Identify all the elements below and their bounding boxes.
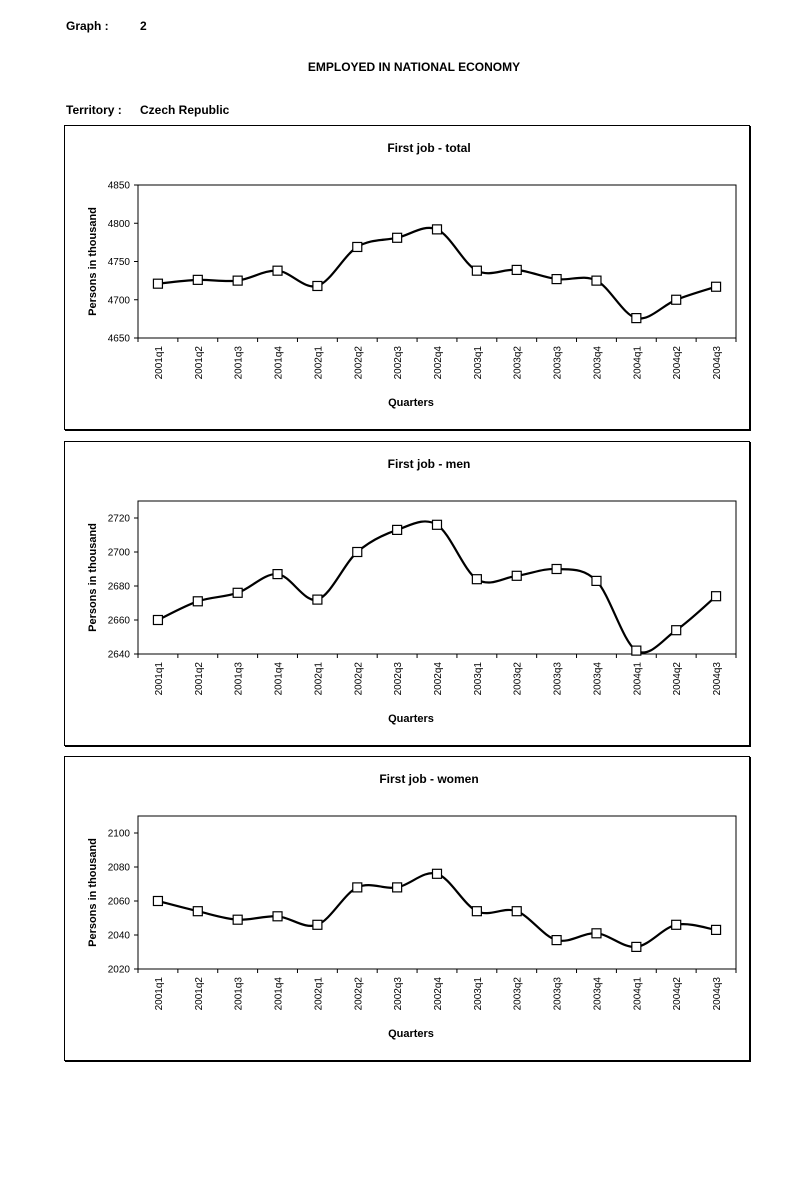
chart-men xyxy=(65,442,749,745)
x-tick-label: 2001q2 xyxy=(193,977,205,1011)
x-axis-label: Quarters xyxy=(388,1028,434,1040)
data-point xyxy=(313,920,322,929)
data-point xyxy=(712,592,721,601)
x-tick-label: 2001q1 xyxy=(153,662,165,696)
graph-label: Graph : xyxy=(66,19,109,33)
x-tick-label: 2001q1 xyxy=(153,346,165,380)
y-tick-label: 4700 xyxy=(107,295,130,307)
y-tick-label: 4750 xyxy=(107,257,130,268)
data-point xyxy=(632,942,641,951)
x-tick-label: 2001q3 xyxy=(233,346,245,380)
chart-panel-total xyxy=(64,125,750,430)
y-tick-label: 2060 xyxy=(107,896,130,908)
x-tick-label: 2003q3 xyxy=(552,977,564,1011)
y-tick-label: 2720 xyxy=(107,513,130,525)
data-point xyxy=(273,912,282,921)
x-tick-label: 2004q3 xyxy=(712,346,724,380)
chart-title: First job - total xyxy=(387,141,471,155)
data-point xyxy=(313,281,322,290)
y-tick-label: 2080 xyxy=(107,862,130,874)
x-tick-label: 2003q3 xyxy=(552,662,564,696)
data-point xyxy=(193,597,202,606)
page-title: EMPLOYED IN NATIONAL ECONOMY xyxy=(307,60,521,74)
data-point xyxy=(552,936,561,945)
data-point xyxy=(552,565,561,574)
data-point xyxy=(233,276,242,285)
x-tick-label: 2002q4 xyxy=(433,977,444,1011)
x-tick-label: 2002q3 xyxy=(393,662,405,696)
x-tick-label: 2003q1 xyxy=(472,346,484,380)
y-tick-label: 2020 xyxy=(107,964,130,976)
x-tick-label: 2002q1 xyxy=(313,346,325,380)
y-tick-label: 4800 xyxy=(107,218,130,230)
x-tick-label: 2004q2 xyxy=(672,346,684,380)
data-point xyxy=(353,883,362,892)
data-point xyxy=(672,626,681,635)
y-tick-label: 4650 xyxy=(107,333,130,345)
y-tick-label: 2100 xyxy=(107,828,130,840)
x-tick-label: 2002q1 xyxy=(313,977,325,1011)
x-axis-label: Quarters xyxy=(388,397,434,409)
chart-title: First job - women xyxy=(379,772,479,786)
x-tick-label: 2001q3 xyxy=(233,662,245,696)
x-tick-label: 2002q3 xyxy=(393,346,405,380)
data-point xyxy=(552,275,561,284)
x-tick-label: 2002q2 xyxy=(353,977,365,1011)
territory-label: Territory : xyxy=(66,103,122,117)
data-point xyxy=(153,897,162,906)
data-point xyxy=(273,570,282,579)
x-tick-label: 2003q1 xyxy=(472,977,484,1011)
data-point xyxy=(153,279,162,288)
x-tick-label: 2001q2 xyxy=(193,662,205,696)
x-tick-label: 2001q4 xyxy=(273,977,285,1011)
x-tick-label: 2004q2 xyxy=(672,662,684,696)
x-tick-label: 2002q2 xyxy=(353,346,365,380)
data-point xyxy=(433,225,442,234)
x-tick-label: 2002q2 xyxy=(353,662,365,696)
x-tick-label: 2002q3 xyxy=(393,977,405,1011)
chart-panel-men xyxy=(64,441,750,746)
x-tick-label: 2003q4 xyxy=(592,977,604,1011)
data-point xyxy=(512,265,521,274)
data-point xyxy=(393,883,402,892)
x-tick-label: 2003q2 xyxy=(512,346,524,380)
data-point xyxy=(233,588,242,597)
data-point xyxy=(353,548,362,557)
x-tick-label: 2004q3 xyxy=(712,977,724,1011)
y-axis-label: Persons in thousand xyxy=(87,838,99,947)
x-tick-label: 2004q1 xyxy=(632,977,644,1011)
x-tick-label: 2004q3 xyxy=(712,662,724,696)
data-point xyxy=(472,266,481,275)
x-axis-label: Quarters xyxy=(388,713,434,725)
data-point xyxy=(433,520,442,529)
x-tick-label: 2003q3 xyxy=(552,345,564,380)
plot-area xyxy=(138,816,736,969)
data-point xyxy=(153,616,162,625)
x-tick-label: 2004q2 xyxy=(672,977,684,1011)
graph-number: 2 xyxy=(140,19,147,33)
x-tick-label: 2001q4 xyxy=(273,662,285,696)
data-point xyxy=(193,907,202,916)
x-tick-label: 2004q1 xyxy=(632,346,644,380)
chart-panel-women xyxy=(64,756,750,1061)
data-point xyxy=(393,525,402,534)
y-tick-label: 4850 xyxy=(107,180,130,192)
data-point xyxy=(433,869,442,878)
data-point xyxy=(512,907,521,916)
series-line xyxy=(158,228,716,319)
y-tick-label: 2680 xyxy=(107,581,130,593)
y-tick-label: 2660 xyxy=(107,615,130,627)
x-tick-label: 2001q2 xyxy=(193,346,205,380)
chart-women xyxy=(65,757,749,1060)
data-point xyxy=(193,275,202,284)
x-tick-label: 2002q4 xyxy=(433,662,444,696)
x-tick-label: 2004q1 xyxy=(632,662,644,696)
series-line xyxy=(158,873,716,947)
data-point xyxy=(712,925,721,934)
plot-area xyxy=(138,185,736,338)
x-tick-label: 2003q1 xyxy=(472,662,484,696)
x-tick-label: 2003q4 xyxy=(592,346,604,380)
chart-title: First job - men xyxy=(387,457,471,471)
y-tick-label: 2040 xyxy=(107,930,130,942)
data-point xyxy=(512,571,521,580)
x-tick-label: 2001q1 xyxy=(153,977,165,1011)
data-point xyxy=(592,929,601,938)
data-point xyxy=(353,242,362,251)
data-point xyxy=(632,646,641,655)
data-point xyxy=(592,576,601,585)
data-point xyxy=(233,915,242,924)
data-point xyxy=(313,595,322,604)
data-point xyxy=(393,233,402,242)
series-line xyxy=(158,521,716,652)
y-axis-label: Persons in thousand xyxy=(87,523,99,632)
territory-value: Czech Republic xyxy=(140,103,230,117)
chart-total xyxy=(65,126,749,429)
x-tick-label: 2003q4 xyxy=(592,662,604,696)
data-point xyxy=(672,920,681,929)
x-tick-label: 2001q3 xyxy=(233,977,245,1011)
x-tick-label: 2002q1 xyxy=(313,662,325,696)
data-point xyxy=(472,575,481,584)
data-point xyxy=(712,282,721,291)
data-point xyxy=(632,314,641,323)
data-point xyxy=(472,907,481,916)
y-axis-label: Persons in thousand xyxy=(87,207,99,316)
data-point xyxy=(273,266,282,275)
x-tick-label: 2003q2 xyxy=(512,977,524,1011)
x-tick-label: 2001q4 xyxy=(273,346,285,380)
y-tick-label: 2640 xyxy=(107,649,130,661)
data-point xyxy=(672,295,681,304)
x-tick-label: 2003q2 xyxy=(512,662,524,696)
data-point xyxy=(592,276,601,285)
x-tick-label: 2002q4 xyxy=(433,346,444,380)
y-tick-label: 2700 xyxy=(107,547,130,559)
